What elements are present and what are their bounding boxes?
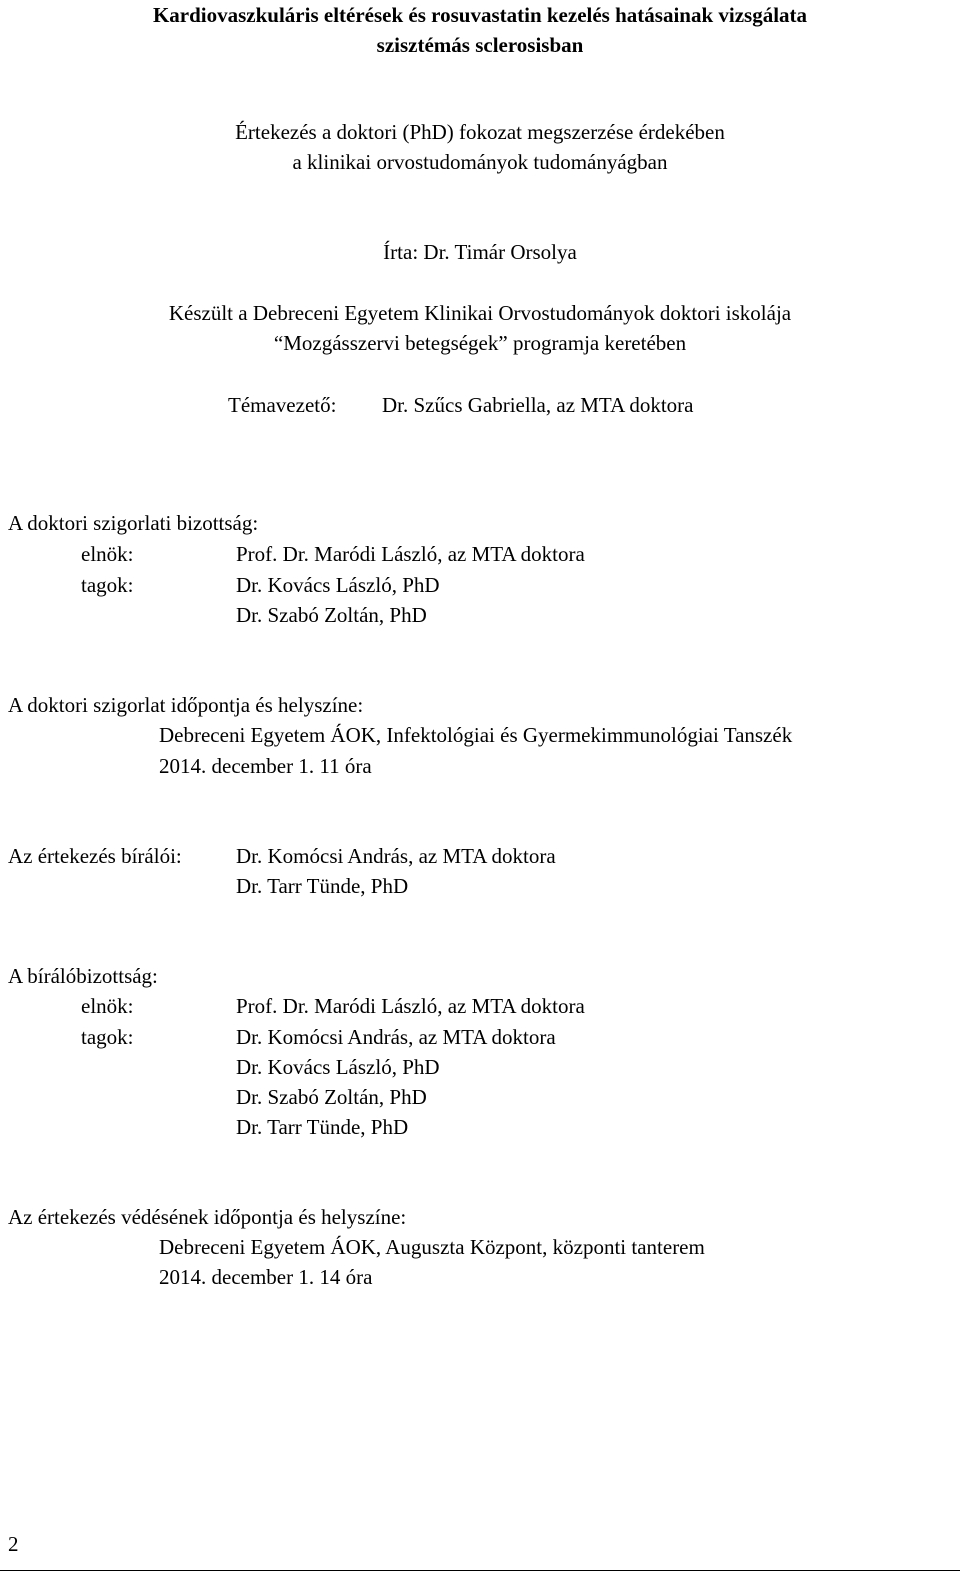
reviewer-name: Dr. Tarr Tünde, PhD [236,874,409,898]
school-line-2: “Mozgásszervi betegségek” programja keretében [273,331,687,355]
defense-place: Debreceni Egyetem ÁOK, Auguszta Központ, központi tanterem [159,1235,705,1259]
review-committee-heading: A bírálóbizottság: [8,964,158,988]
review-committee-member: Dr. Szabó Zoltán, PhD [236,1085,427,1109]
defense-time: 2014. december 1. 14 óra [159,1265,373,1289]
reviewers-label: Az értekezés bírálói: [8,844,182,868]
purpose-line-1: Értekezés a doktori (PhD) fokozat megszerzése érdekében [235,120,725,144]
exam-committee-chair: Prof. Dr. Maródi László, az MTA doktora [236,542,585,566]
defense-time-place-heading: Az értekezés védésének időpontja és helyszíne: [8,1205,407,1229]
footer-rule [0,1570,960,1571]
exam-committee-member: Dr. Szabó Zoltán, PhD [236,603,427,627]
review-committee-member: Dr. Tarr Tünde, PhD [236,1115,409,1139]
review-committee-chair: Prof. Dr. Maródi László, az MTA doktora [236,994,585,1018]
reviewer-name: Dr. Komócsi András, az MTA doktora [236,844,556,868]
review-committee-members-label: tagok: [81,1025,134,1049]
page-number: 2 [8,1532,19,1556]
purpose-line-2: a klinikai orvostudományok tudományágban [292,150,668,174]
school-line-1: Készült a Debreceni Egyetem Klinikai Orvostudományok doktori iskolája [168,301,792,325]
document-title-line-1: Kardiovaszkuláris eltérések és rosuvastatin kezelés hatásainak vizsgálata [152,3,808,27]
exam-time-place-heading: A doktori szigorlat időpontja és helyszíne: [8,693,364,717]
author-line: Írta: Dr. Timár Orsolya [383,240,577,264]
exam-committee-member: Dr. Kovács László, PhD [236,573,440,597]
document-title-line-2: szisztémás sclerosisban [376,33,584,57]
review-committee-member: Dr. Komócsi András, az MTA doktora [236,1025,556,1049]
review-committee-chair-label: elnök: [81,994,134,1018]
exam-committee-members-label: tagok: [81,573,134,597]
review-committee-member: Dr. Kovács László, PhD [236,1055,440,1079]
exam-place: Debreceni Egyetem ÁOK, Infektológiai és Gyermekimmunológiai Tanszék [159,723,793,747]
exam-committee-heading: A doktori szigorlati bizottság: [8,511,259,535]
exam-time: 2014. december 1. 11 óra [159,754,372,778]
supervisor-label: Témavezető: [228,393,337,417]
supervisor-name: Dr. Szűcs Gabriella, az MTA doktora [382,393,694,417]
exam-committee-chair-label: elnök: [81,542,134,566]
